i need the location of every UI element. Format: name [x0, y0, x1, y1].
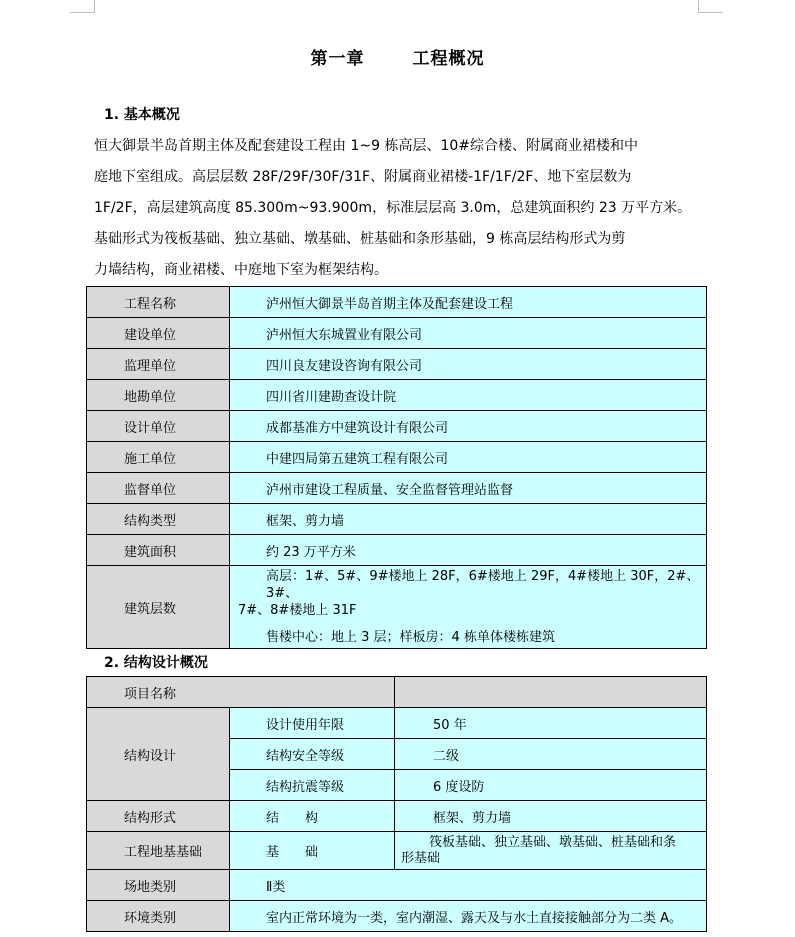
foundation-item: 基 础	[230, 832, 395, 870]
row-value: 四川良友建设咨询有限公司	[230, 349, 707, 380]
row-value: 中建四局第五建筑工程有限公司	[230, 442, 707, 473]
design-label: 结构设计	[87, 708, 230, 801]
table-row	[87, 535, 707, 566]
section-1-heading: 1. 基本概况	[104, 107, 180, 123]
intro-line: 恒大御景半岛首期主体及配套建设工程由 1~9 栋高层、10#综合楼、附属商业裙楼和中	[94, 138, 638, 154]
table-row	[87, 677, 707, 708]
row-value: 泸州恒大御景半岛首期主体及配套建设工程	[230, 287, 707, 318]
structure-design-table	[86, 676, 707, 932]
foundation-value	[395, 832, 707, 870]
table-row	[87, 287, 707, 318]
table-row	[87, 442, 707, 473]
table-row	[87, 411, 707, 442]
table-row	[87, 380, 707, 411]
table-row	[87, 349, 707, 380]
row-value: 约 23 万平方米	[230, 535, 707, 566]
table-row	[87, 832, 707, 870]
form-label: 结构形式	[87, 801, 230, 832]
site-label: 场地类别	[87, 870, 230, 901]
chapter-title	[0, 44, 795, 69]
foundation-label: 工程地基基础	[87, 832, 230, 870]
row-label: 设计单位	[87, 411, 230, 442]
row-label: 建设单位	[87, 318, 230, 349]
design-item: 结构安全等级	[230, 739, 395, 770]
project-info-table	[86, 286, 707, 649]
floors-line: 售楼中心：地上 3 层；样板房：4 栋单体楼栋建筑	[266, 630, 555, 645]
table-row	[87, 504, 707, 535]
table-row	[87, 566, 707, 649]
row-label: 地勘单位	[87, 380, 230, 411]
page-corner-mark-left	[70, 0, 95, 13]
page-corner-mark-right	[698, 0, 723, 13]
row-value: 泸州市建设工程质量、安全监督管理站监督	[230, 473, 707, 504]
table-row	[87, 901, 707, 932]
env-value: 室内正常环境为一类，室内潮湿、露天及与水土直接接触部分为二类 A。	[230, 901, 707, 932]
chapter-name: 工程概况	[412, 49, 485, 69]
row-label: 建筑层数	[87, 566, 230, 649]
foundation-value-line: 筏板基础、独立基础、墩基础、桩基础和条	[429, 834, 677, 850]
header-label: 项目名称	[87, 677, 395, 708]
table-row	[87, 318, 707, 349]
row-value	[230, 566, 707, 649]
row-label: 施工单位	[87, 442, 230, 473]
design-value: 6 度设防	[395, 770, 707, 801]
intro-line: 力墙结构，商业裙楼、中庭地下室为框架结构。	[94, 262, 388, 278]
row-value: 成都基准方中建筑设计有限公司	[230, 411, 707, 442]
foundation-value-line: 形基础	[401, 850, 441, 866]
table-row	[87, 473, 707, 504]
form-value: 框架、剪力墙	[395, 801, 707, 832]
row-value: 框架、剪力墙	[230, 504, 707, 535]
floors-line: 高层：1#、5#、9#楼地上 28F，6#楼地上 29F，4#楼地上 30F，2#、3#、	[266, 569, 700, 601]
header-value	[395, 677, 707, 708]
row-label: 建筑面积	[87, 535, 230, 566]
floors-line: 7#、8#楼地上 31F	[238, 603, 357, 618]
intro-line: 基础形式为筏板基础、独立基础、墩基础、桩基础和条形基础，9 栋高层结构形式为剪	[94, 231, 626, 247]
row-label: 监理单位	[87, 349, 230, 380]
design-item: 设计使用年限	[230, 708, 395, 739]
design-value: 50 年	[395, 708, 707, 739]
table-row	[87, 708, 707, 739]
row-label: 结构类型	[87, 504, 230, 535]
env-label: 环境类别	[87, 901, 230, 932]
design-value: 二级	[395, 739, 707, 770]
row-value: 四川省川建勘查设计院	[230, 380, 707, 411]
table-row	[87, 870, 707, 901]
section-2-heading: 2. 结构设计概况	[104, 655, 208, 671]
intro-line: 庭地下室组成。高层层数 28F/29F/30F/31F、附属商业裙楼-1F/1F/2F、地下室层数为	[94, 169, 632, 185]
design-item: 结构抗震等级	[230, 770, 395, 801]
row-label: 工程名称	[87, 287, 230, 318]
row-label: 监督单位	[87, 473, 230, 504]
chapter-number: 第一章	[310, 49, 365, 69]
row-value: 泸州恒大东城置业有限公司	[230, 318, 707, 349]
intro-paragraph	[94, 131, 706, 286]
intro-line: 1F/2F，高层建筑高度 85.300m~93.900m，标准层层高 3.0m，总建筑面积约 23 万平方米。	[94, 200, 692, 216]
table-row	[87, 801, 707, 832]
form-item: 结 构	[230, 801, 395, 832]
site-value: Ⅱ类	[230, 870, 707, 901]
